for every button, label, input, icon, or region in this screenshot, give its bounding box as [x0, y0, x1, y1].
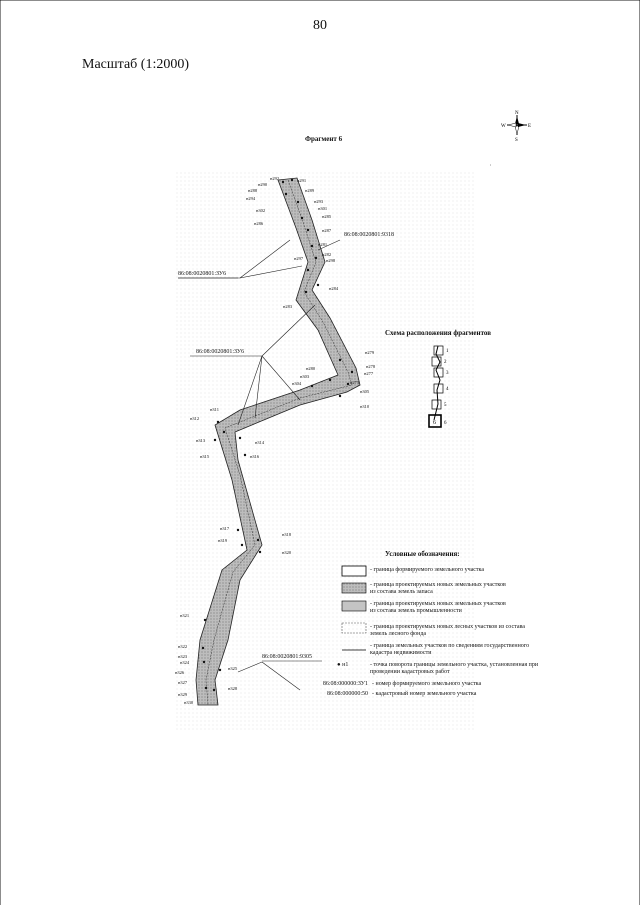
- point-label: н290: [258, 182, 268, 187]
- point-label: н283: [283, 304, 293, 309]
- point-label: н288: [248, 188, 258, 193]
- point-label: н302: [256, 208, 266, 213]
- point-label: н278: [366, 364, 376, 369]
- point-label: н285: [322, 214, 332, 219]
- point-label: н303: [300, 374, 310, 379]
- point-label: н329: [178, 692, 188, 697]
- point-label: н321: [180, 613, 190, 618]
- point-label: н328: [228, 686, 238, 691]
- scheme-active-fragment: 6: [433, 420, 436, 426]
- point-label: н320: [282, 550, 292, 555]
- legend-point-symbol: ● н1: [337, 662, 349, 668]
- point-label: н273: [350, 380, 360, 385]
- point-label: н319: [218, 538, 228, 543]
- point-label: н287: [322, 228, 332, 233]
- legend-item-text: - граница проектируемых новых лесных участков из состава земель лесного фонда: [370, 624, 525, 637]
- point-label: н316: [250, 454, 260, 459]
- scheme-fragment-label: 3: [446, 371, 449, 376]
- compass-n: N: [515, 111, 519, 116]
- point-label: н310: [360, 404, 370, 409]
- point-label: н280: [306, 366, 316, 371]
- point-label: н301: [318, 206, 328, 211]
- legend-code: 86:08:000000:50: [326, 691, 368, 697]
- legend-title: Условные обозначения:: [385, 550, 460, 558]
- scheme-fragment-label: 5: [444, 403, 447, 408]
- point-label: н298: [326, 258, 336, 263]
- fragment-scheme: [420, 340, 470, 432]
- point-label: н323: [178, 654, 188, 659]
- point-label: н286: [254, 221, 264, 226]
- point-label: н324: [180, 660, 190, 665]
- legend-item-text: - точка поворота границы земельного участка, установленная при проведении кадастровых работ: [370, 662, 539, 675]
- point-label: н292: [270, 176, 280, 181]
- scheme-fragment-label: 4: [446, 387, 449, 392]
- point-label: н289: [305, 188, 315, 193]
- fragment-title: Фрагмент 6: [305, 135, 343, 143]
- point-label: н317: [220, 526, 230, 531]
- legend-item-text: - граница формируемого земельного участка: [370, 567, 485, 573]
- point-label: н279: [365, 350, 375, 355]
- point-label: н312: [190, 416, 200, 421]
- scheme-fragment-label: 6: [444, 421, 447, 426]
- point-label: н304: [292, 381, 302, 386]
- point-label: н311: [210, 407, 219, 412]
- scheme-fragment-label: 2: [444, 360, 447, 365]
- legend-item-text: - кадастровый номер земельного участка: [372, 691, 477, 697]
- scheme-fragment-label: 1: [446, 349, 449, 354]
- cadastral-label: 86:08:0020801:9318: [344, 232, 395, 238]
- point-label: н326: [175, 670, 185, 675]
- scale-label: Масштаб (1:2000): [82, 57, 189, 72]
- legend-cadastral-line: [340, 644, 370, 656]
- page-number: 80: [313, 18, 327, 33]
- point-label: н314: [255, 440, 265, 445]
- compass-e: E: [528, 124, 532, 129]
- legend-item-text: - граница проектируемых новых земельных участков из состава земель промышленности: [370, 601, 506, 614]
- point-label: н313: [196, 438, 206, 443]
- point-label: н297: [294, 256, 304, 261]
- point-label: н305: [360, 389, 370, 394]
- point-label: н294: [246, 196, 256, 201]
- svg-text:,: ,: [490, 162, 492, 167]
- cadastral-label: 86:08:0020801:ЗУ6: [196, 349, 245, 355]
- legend-swatches: [340, 565, 370, 637]
- point-label: н282: [322, 252, 332, 257]
- point-label: н327: [178, 680, 188, 685]
- point-label: н293: [314, 199, 324, 204]
- legend-item-text: - номер формируемого земельного участка: [372, 681, 482, 687]
- cadastral-label: 86:08:0020801:9305: [262, 654, 313, 660]
- legend-item-text: - граница проектируемых новых земельных участков из состава земель запаса: [370, 582, 506, 595]
- point-label: н330: [184, 700, 194, 705]
- scheme-title: Схема расположения фрагментов: [385, 329, 492, 337]
- point-label: н281: [318, 242, 328, 247]
- compass-s: S: [515, 138, 518, 142]
- point-label: н277: [364, 371, 374, 376]
- legend-item-text: - граница земельных участков по сведениям государственного кадастра недвижимости: [370, 643, 530, 656]
- cadastral-label: 86:08:0020801:ЗУ6: [178, 271, 227, 277]
- point-label: н291: [297, 178, 307, 183]
- point-label: н322: [178, 644, 188, 649]
- legend-code: 86:08:000000:ЗУ1: [322, 681, 368, 687]
- point-label: н318: [282, 532, 292, 537]
- point-label: н325: [228, 666, 238, 671]
- point-label: н284: [329, 286, 339, 291]
- point-label: н315: [200, 454, 210, 459]
- compass-w: W: [501, 124, 506, 129]
